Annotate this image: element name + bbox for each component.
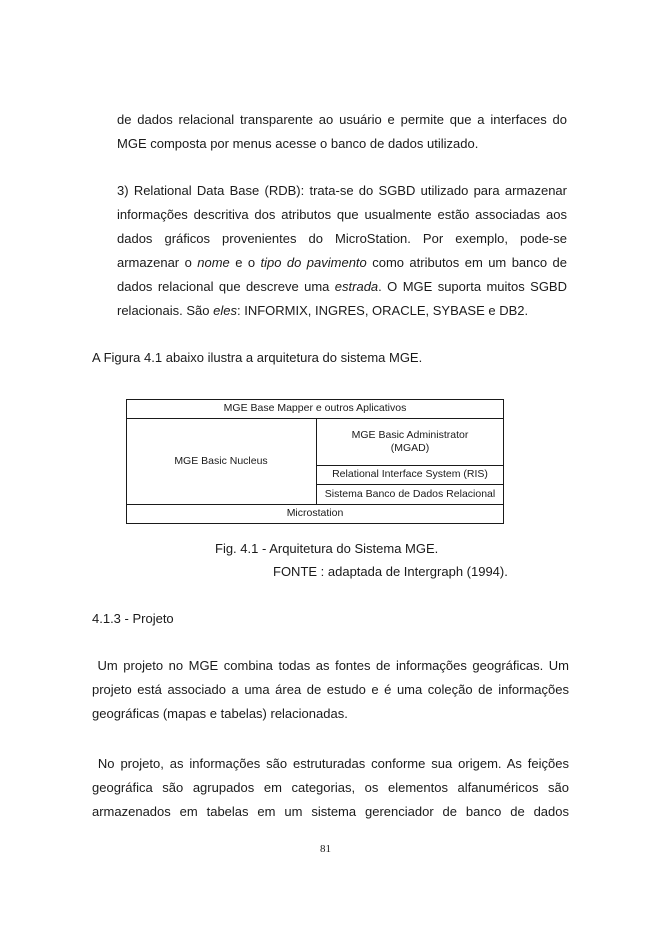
page-number: 81 [320, 843, 331, 855]
paragraph-estrutura [92, 752, 569, 824]
architecture-figure [126, 399, 504, 524]
text-line [117, 299, 567, 323]
layer-mge-basic-administrator [316, 418, 504, 465]
text-run: . O MGE suporta muitos SGBD [378, 279, 567, 294]
layer-label: (MGAD) [390, 441, 430, 454]
italic-term-estrada: estrada [334, 279, 379, 294]
text-line: armazenados em tabelas em um sistema gerenciador de banco de dados [92, 804, 569, 819]
layer-ris [316, 465, 504, 484]
paragraph-projeto [92, 654, 569, 726]
text-line: projeto está associado a uma área de estudo e é uma coleção de informações [92, 682, 569, 697]
text-line: dados gráficos provenientes do MicroStation. Por exemplo, pode-se [117, 231, 567, 246]
text-line [117, 251, 567, 275]
text-run: dados relacional que descreve uma [117, 279, 335, 294]
text-run: armazenar o [117, 255, 198, 270]
layer-mge-basic-nucleus [126, 418, 316, 504]
italic-term-nome: nome [197, 255, 230, 270]
section-heading: 4.1.3 - Projeto [92, 611, 174, 626]
layer-mge-base-mapper [126, 399, 504, 418]
text-line [117, 275, 567, 299]
layer-microstation [126, 504, 504, 523]
layer-sgbd [316, 484, 504, 504]
text-line: informações descritiva dos atributos que usualmente estão associadas aos [117, 207, 567, 222]
text-run: relacionais. São [117, 303, 214, 318]
paragraph-rdb [117, 179, 567, 323]
text-line: de dados relacional transparente ao usuário e permite que a interfaces do [117, 112, 567, 127]
text-run: e o [229, 255, 261, 270]
text-line: Um projeto no MGE combina todas as fontes de informações geográficas. Um [92, 658, 569, 673]
layer-label: MGE Basic Nucleus [174, 454, 268, 467]
layer-label: Relational Interface System (RIS) [332, 468, 488, 480]
paragraph-continuation [117, 108, 567, 156]
figure-caption: Fig. 4.1 - Arquitetura do Sistema MGE. [215, 541, 439, 556]
text-line: No projeto, as informações são estruturadas conforme sua origem. As feições [92, 756, 569, 771]
layer-label: Microstation [286, 507, 344, 519]
italic-term-eles: eles [213, 303, 237, 318]
layer-label: Sistema Banco de Dados Relacional [324, 487, 496, 500]
text-line: geográficas (mapas e tabelas) relacionadas. [92, 706, 348, 721]
figure-intro-paragraph: A Figura 4.1 abaixo ilustra a arquitetura do sistema MGE. [92, 350, 423, 365]
figure-source: FONTE : adaptada de Intergraph (1994). [273, 564, 508, 579]
text-line: MGE composta por menus acesse o banco de dados utilizado. [117, 136, 479, 151]
layer-label: MGE Basic Administrator [351, 428, 469, 441]
italic-term-tipo-pavimento: tipo do pavimento [260, 255, 367, 270]
text-run: como atributos em um banco de [366, 255, 568, 270]
text-line: 3) Relational Data Base (RDB): trata-se do SGBD utilizado para armazenar [117, 183, 567, 198]
text-line: geográfica são agrupados em categorias, os elementos alfanuméricos são [92, 780, 569, 795]
layer-label: MGE Base Mapper e outros Aplicativos [223, 402, 407, 414]
text-run: : INFORMIX, INGRES, ORACLE, SYBASE e DB2. [236, 303, 529, 318]
